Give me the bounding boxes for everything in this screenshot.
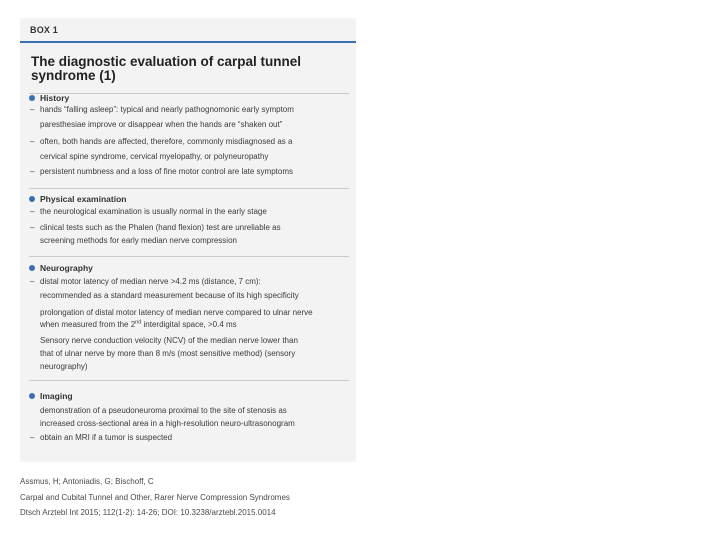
box-title-line-2: syndrome (1) — [31, 68, 116, 83]
caption-citation: Dtsch Arztebl Int 2015; 112(1-2): 14-26; DOI: 10.3238/arztebl.2015.0014 — [20, 508, 276, 517]
list-dash: – — [30, 223, 35, 232]
caption-authors: Assmus, H; Antoniadis, G; Bischoff, C — [20, 477, 154, 486]
box-title-line-1: The diagnostic evaluation of carpal tunnel — [31, 54, 302, 69]
box-label: BOX 1 — [30, 25, 59, 35]
bullet-icon — [29, 265, 35, 271]
caption-article-title: Carpal and Cubital Tunnel and Other, Rarer Nerve Compression Syndromes — [20, 493, 290, 502]
bullet-icon — [29, 95, 35, 101]
bullet-icon — [29, 393, 35, 399]
section-heading-neurography: Neurography — [29, 262, 93, 274]
list-item: prolongation of distal motor latency of median nerve compared to ulnar nerve — [40, 308, 313, 317]
box-header-rule — [20, 41, 356, 43]
list-item: when measured from the 2nd interdigital space, >0.4 ms — [40, 319, 237, 329]
box-panel — [20, 18, 356, 462]
list-item: screening methods for early median nerve compression — [40, 236, 237, 245]
list-item: cervical spine syndrome, cervical myelopathy, or polyneuropathy — [40, 152, 269, 161]
list-item: paresthesiae improve or disappear when the hands are “shaken out” — [40, 120, 283, 129]
list-item: clinical tests such as the Phalen (hand flexion) test are unreliable as — [40, 223, 281, 232]
list-item: obtain an MRI if a tumor is suspected — [40, 433, 173, 442]
section-divider — [29, 93, 349, 94]
box-title — [31, 55, 351, 83]
list-dash: – — [30, 105, 35, 114]
list-dash: – — [30, 207, 35, 216]
section-divider — [29, 380, 349, 381]
list-item: that of ulnar nerve by more than 8 m/s (most sensitive method) (sensory — [40, 349, 296, 358]
list-item: hands “falling asleep”: typical and nearly pathognomonic early symptom — [40, 105, 294, 114]
section-heading-physical-examination: Physical examination — [29, 193, 126, 205]
list-item: Sensory nerve conduction velocity (NCV) of the median nerve lower than — [40, 336, 298, 345]
section-divider — [29, 256, 349, 257]
list-dash: – — [30, 433, 35, 442]
list-item: demonstration of a pseudoneuroma proximal to the site of stenosis as — [40, 406, 287, 415]
list-dash: – — [30, 137, 35, 146]
list-item: recommended as a standard measurement because of its high specificity — [40, 291, 299, 300]
section-heading-imaging: Imaging — [29, 390, 73, 402]
section-heading-history: History — [29, 92, 69, 104]
list-item: distal motor latency of median nerve >4.2 ms (distance, 7 cm): — [40, 277, 261, 286]
list-dash: – — [30, 167, 35, 176]
bullet-icon — [29, 196, 35, 202]
list-item: neurography) — [40, 362, 88, 371]
list-item: persistent numbness and a loss of fine motor control are late symptoms — [40, 167, 294, 176]
list-item: the neurological examination is usually normal in the early stage — [40, 207, 267, 216]
list-item: increased cross-sectional area in a high-resolution neuro-ultrasonogram — [40, 419, 295, 428]
section-divider — [29, 188, 349, 189]
list-item: often, both hands are affected, therefore, commonly misdiagnosed as a — [40, 137, 293, 146]
list-dash: – — [30, 277, 35, 286]
